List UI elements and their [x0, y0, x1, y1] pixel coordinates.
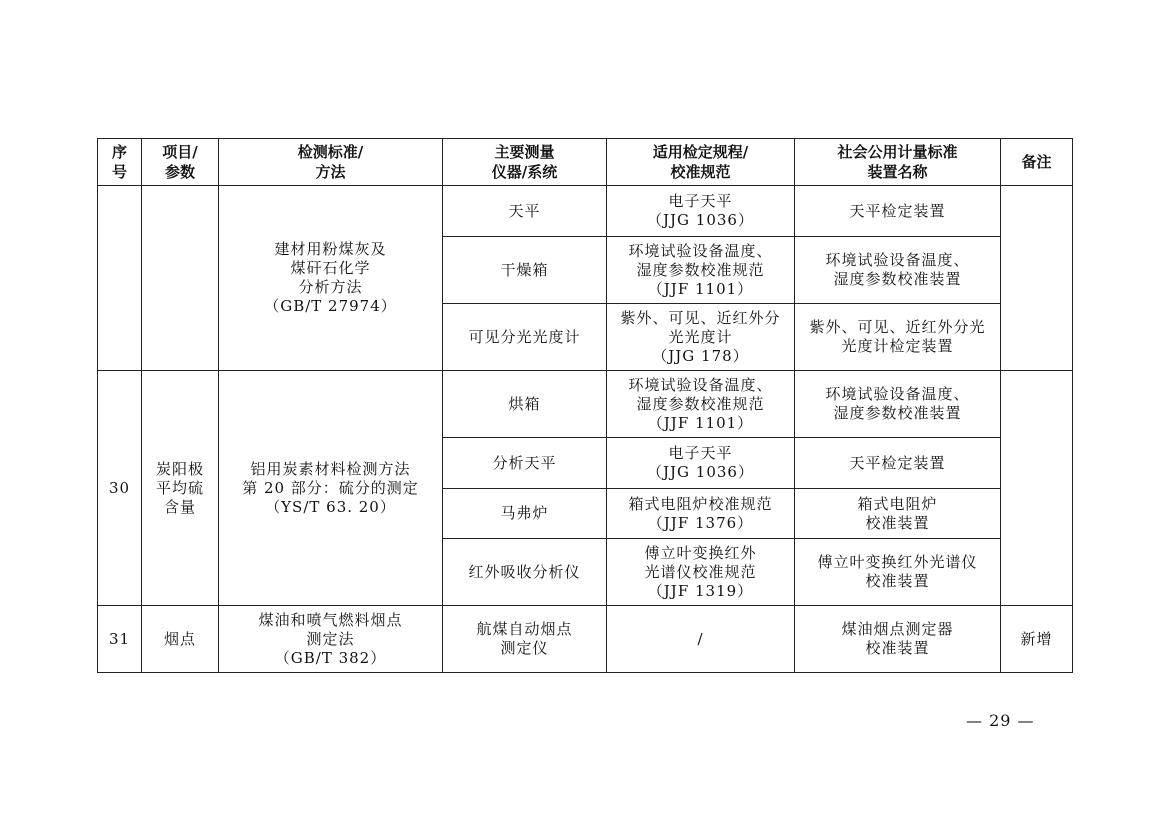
device-cell: 煤油烟点测定器 校准装置 — [795, 606, 1001, 673]
instrument-cell: 天平 — [443, 186, 607, 237]
instrument-cell: 航煤自动烟点 测定仪 — [443, 606, 607, 673]
header-regulation: 适用检定规程/ 校准规范 — [607, 139, 795, 186]
header-item: 项目/ 参数 — [142, 139, 219, 186]
standard-cell: 建材用粉煤灰及 煤矸石化学 分析方法 （GB/T 27974） — [219, 186, 443, 371]
remark-cell — [1001, 186, 1073, 371]
calibration-table — [97, 138, 1073, 673]
device-cell: 紫外、可见、近红外分光 光度计检定装置 — [795, 304, 1001, 371]
header-remark: 备注 — [1001, 139, 1073, 186]
seq-cell: 31 — [98, 606, 142, 673]
table-header-row — [98, 139, 1073, 186]
instrument-cell: 红外吸收分析仪 — [443, 539, 607, 606]
table-row — [98, 606, 1073, 673]
header-standard: 检测标准/ 方法 — [219, 139, 443, 186]
header-device: 社会公用计量标准 装置名称 — [795, 139, 1001, 186]
regulation-cell: 电子天平 （JJG 1036） — [607, 186, 795, 237]
device-cell: 天平检定装置 — [795, 438, 1001, 489]
instrument-cell: 干燥箱 — [443, 237, 607, 304]
device-cell: 环境试验设备温度、 湿度参数校准装置 — [795, 371, 1001, 438]
regulation-cell: 紫外、可见、近红外分 光光度计 （JJG 178） — [607, 304, 795, 371]
header-seq: 序 号 — [98, 139, 142, 186]
item-cell — [142, 186, 219, 371]
regulation-cell: 傅立叶变换红外 光谱仪校准规范 （JJF 1319） — [607, 539, 795, 606]
regulation-cell: 电子天平 （JJG 1036） — [607, 438, 795, 489]
item-cell: 烟点 — [142, 606, 219, 673]
regulation-cell: 环境试验设备温度、 湿度参数校准规范 （JJF 1101） — [607, 371, 795, 438]
instrument-cell: 可见分光光度计 — [443, 304, 607, 371]
seq-cell: 30 — [98, 371, 142, 606]
instrument-cell: 马弗炉 — [443, 489, 607, 539]
table-row — [98, 186, 1073, 237]
instrument-cell: 烘箱 — [443, 371, 607, 438]
regulation-cell: / — [607, 606, 795, 673]
regulation-cell: 环境试验设备温度、 湿度参数校准规范 （JJF 1101） — [607, 237, 795, 304]
seq-cell — [98, 186, 142, 371]
table-row — [98, 371, 1073, 438]
device-cell: 傅立叶变换红外光谱仪 校准装置 — [795, 539, 1001, 606]
header-instrument: 主要测量 仪器/系统 — [443, 139, 607, 186]
device-cell: 环境试验设备温度、 湿度参数校准装置 — [795, 237, 1001, 304]
item-cell: 炭阳极 平均硫 含量 — [142, 371, 219, 606]
device-cell: 天平检定装置 — [795, 186, 1001, 237]
page-number: — 29 — — [966, 711, 1035, 730]
regulation-cell: 箱式电阻炉校准规范 （JJF 1376） — [607, 489, 795, 539]
remark-cell — [1001, 371, 1073, 606]
device-cell: 箱式电阻炉 校准装置 — [795, 489, 1001, 539]
standard-cell: 煤油和喷气燃料烟点 测定法 （GB/T 382） — [219, 606, 443, 673]
instrument-cell: 分析天平 — [443, 438, 607, 489]
remark-cell: 新增 — [1001, 606, 1073, 673]
standard-cell: 铝用炭素材料检测方法 第 20 部分：硫分的测定 （YS/T 63. 20） — [219, 371, 443, 606]
